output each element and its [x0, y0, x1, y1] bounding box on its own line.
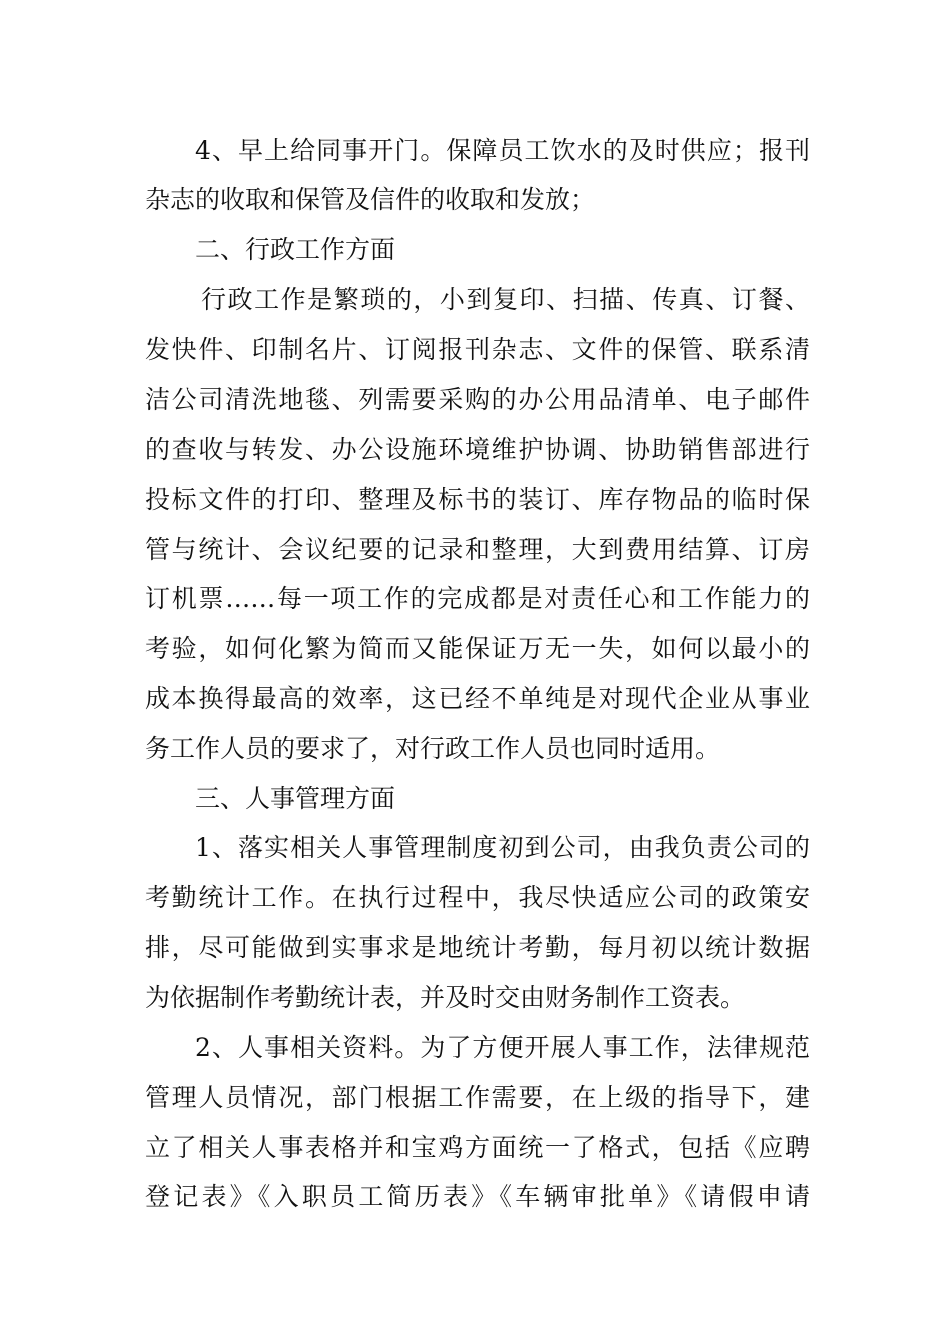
paragraph-line: 洁公司清洗地毯、列需要采购的办公用品清单、电子邮件	[145, 385, 810, 414]
paragraph-line: 1、落实相关人事管理制度初到公司，由我负责公司的	[195, 833, 810, 862]
paragraph-line: 杂志的收取和保管及信件的收取和发放；	[145, 185, 596, 214]
paragraph-line: 成本换得最高的效率，这已经不单纯是对现代企业从事业	[145, 684, 810, 713]
paragraph-line: 登记表》《入职员工简历表》《车辆审批单》《请假申请	[145, 1182, 810, 1211]
paragraph-line: 4、早上给同事开门。保障员工饮水的及时供应；报刊	[195, 136, 810, 165]
paragraph-line: 的查收与转发、办公设施环境维护协调、协助销售部进行	[145, 435, 810, 464]
paragraph-line: 立了相关人事表格并和宝鸡方面统一了格式，包括《应聘	[145, 1133, 810, 1162]
section-heading: 三、人事管理方面	[195, 784, 396, 813]
paragraph-line: 投标文件的打印、整理及标书的装订、库存物品的临时保	[145, 485, 810, 514]
paragraph-line: 考验，如何化繁为简而又能保证万无一失，如何以最小的	[145, 634, 810, 663]
paragraph-line: 考勤统计工作。在执行过程中，我尽快适应公司的政策安	[145, 883, 810, 912]
paragraph-line: 行政工作是繁琐的，小到复印、扫描、传真、订餐、	[201, 285, 810, 314]
paragraph-line: 排，尽可能做到实事求是地统计考勤，每月初以统计数据	[145, 933, 810, 962]
paragraph-line: 管理人员情况，部门根据工作需要，在上级的指导下，建	[145, 1083, 810, 1112]
paragraph-line: 发快件、印制名片、订阅报刊杂志、文件的保管、联系清	[145, 335, 810, 364]
paragraph-line: 务工作人员的要求了，对行政工作人员也同时适用。	[145, 734, 721, 763]
paragraph-line: 2、人事相关资料。为了方便开展人事工作，法律规范	[195, 1033, 810, 1062]
paragraph-line: 管与统计、会议纪要的记录和整理，大到费用结算、订房	[145, 535, 810, 564]
paragraph-line: 订机票……每一项工作的完成都是对责任心和工作能力的	[145, 584, 810, 613]
paragraph-line: 为依据制作考勤统计表，并及时交由财务制作工资表。	[145, 983, 746, 1012]
section-heading: 二、行政工作方面	[195, 235, 396, 264]
